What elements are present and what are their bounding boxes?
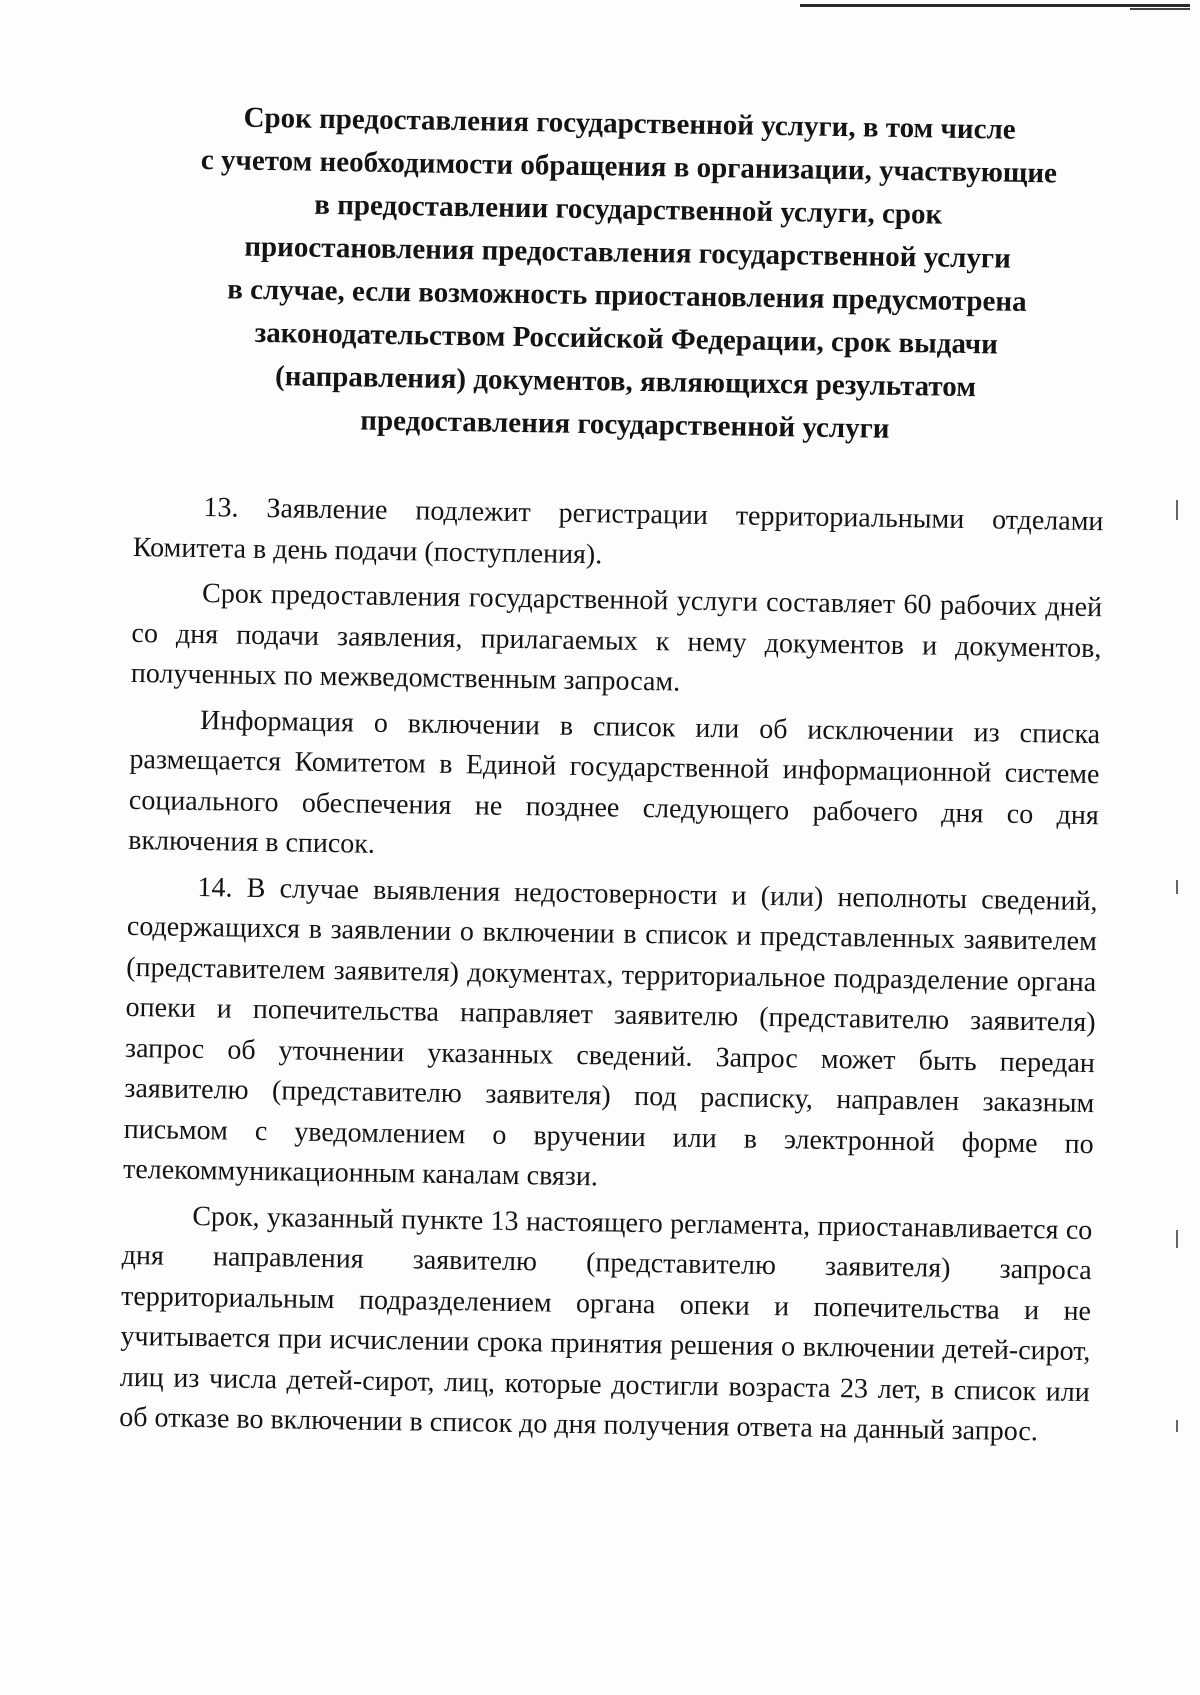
body-text [119, 487, 1114, 1454]
heading-line: в предоставлении государственной услуги, срок [314, 188, 943, 231]
paragraph-term-suspension: Срок, указанный пункте 13 настоящего регламента, приостанавливается со дня направления заявителю (представителю заявителя) запроса территориальным подразделением органа опеки и попечительства и не учитывается при исчислении срока принятия решения о включении детей-сирот, лиц из числа детей-сирот, лиц, которые достигли возраста 23 лет, в список или об отказе во включении в список до дня получения ответа на данный запрос. [118, 1200, 1093, 1448]
heading-line: предоставления государственной услуги [360, 404, 890, 445]
heading-line: в случае, если возможность приостановления предусмотрена [226, 273, 1027, 318]
scan-edge-mark [1176, 1230, 1178, 1248]
scan-edge-mark [1176, 1420, 1178, 1432]
scan-edge-mark [1176, 880, 1178, 894]
heading-line: Срок предоставления государственной услуги, в том числе [243, 101, 1016, 146]
scan-top-rule [800, 4, 1190, 7]
section-heading [135, 95, 1120, 454]
paragraph-information-placement: Информация о включении в список или об исключении из списка размещается Комитетом в Единой государственной информационной системе социального обеспечения не позднее следующего рабочего дня со дня включения в список. [128, 704, 1101, 860]
scan-top-rule-fragment [1130, 8, 1190, 10]
paragraph-service-term: Срок предоставления государственной услуги составляет 60 рабочих дней со дня подачи заявления, прилагаемых к нему документов и документов, полученных по межведомственным запросам. [130, 578, 1103, 698]
heading-line: (направления) документов, являющихся результатом [274, 360, 977, 404]
paragraph-13-registration: 13. Заявление подлежит регистрации территориальными отделами Комитета в день подачи (поступления). [132, 492, 1104, 570]
paragraph-14-clarification-request: 14. В случае выявления недостоверности и (или) неполноты сведений, содержащихся в заявлении о включении в список и представленных заявителем (представителем заявителя) документах, территориальное подразделение органа опеки и попечительства направляет заявителю (представителю заявителя) запрос об уточнении указанных сведений. Запрос может быть передан заявителю (представителю заявителя) под расписку, направлен заказным письмом с уведомлением о вручении или в электронной форме по телекоммуникационным каналам связи. [122, 871, 1098, 1193]
heading-line: с учетом необходимости обращения в организации, участвующие [200, 143, 1058, 190]
document-body [119, 95, 1120, 1459]
heading-line: приостановления предоставления государственной услуги [244, 230, 1012, 275]
scan-edge-mark [1176, 500, 1178, 520]
heading-line: законодательством Российской Федерации, срок выдачи [254, 316, 999, 361]
